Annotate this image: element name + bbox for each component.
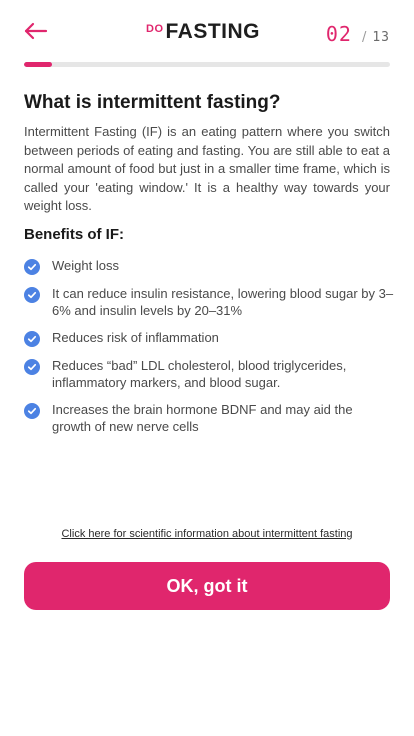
step-indicator <box>326 22 390 46</box>
benefits-heading: Benefits of IF: <box>24 226 124 243</box>
check-circle-icon <box>24 403 40 419</box>
benefit-text: Reduces “bad” LDL cholesterol, blood triglycerides, inflammatory markers, and blood sugar. <box>52 358 347 390</box>
logo-name: FASTING <box>165 20 261 43</box>
logo-prefix: DO <box>146 23 164 35</box>
step-separator: / <box>361 30 367 45</box>
benefit-item <box>24 357 394 391</box>
ok-got-it-button[interactable]: OK, got it <box>24 562 390 610</box>
benefits-list <box>24 257 394 445</box>
back-button[interactable] <box>22 18 50 46</box>
header <box>0 0 414 62</box>
benefit-text: Reduces risk of inflammation <box>52 330 219 345</box>
benefit-item <box>24 257 394 275</box>
scientific-info-link[interactable]: Click here for scientific information about intermittent fasting <box>61 528 353 540</box>
arrow-left-icon <box>22 18 50 46</box>
check-circle-icon <box>24 331 40 347</box>
page-title: What is intermittent fasting? <box>24 92 281 113</box>
check-circle-icon <box>24 287 40 303</box>
check-circle-icon <box>24 359 40 375</box>
intro-paragraph: Intermittent Fasting (IF) is an eating pattern where you switch between periods of eating and fasting. You are still able to eat a normal amount of food but just in a smaller time frame, which is called your 'eating window.' It is a healthy way towards your weight loss. <box>24 124 390 213</box>
progress-bar <box>24 62 390 67</box>
benefit-item <box>24 401 394 435</box>
benefit-item <box>24 285 394 319</box>
check-circle-icon <box>24 259 40 275</box>
benefit-text: Weight loss <box>52 258 119 273</box>
benefit-text: Increases the brain hormone BDNF and may aid the growth of new nerve cells <box>52 402 353 434</box>
step-total: 13 <box>372 30 390 45</box>
benefit-item <box>24 329 394 347</box>
benefit-text: It can reduce insulin resistance, lowering blood sugar by 3–6% and insulin levels by 20–31% <box>52 286 394 318</box>
progress-fill <box>24 62 52 67</box>
app-logo <box>146 20 260 44</box>
step-current: 02 <box>325 22 352 46</box>
